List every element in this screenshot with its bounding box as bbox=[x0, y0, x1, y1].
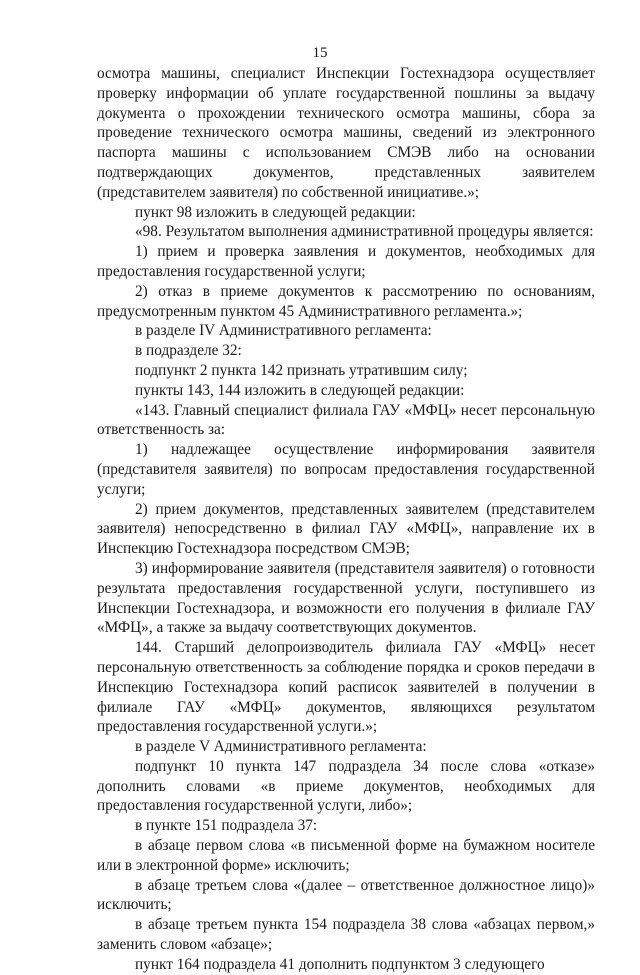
paragraph-7: в подразделе 32: bbox=[135, 342, 242, 360]
paragraph-14: 144. Старший делопроизводитель филиала ГАУ «МФЦ» несет персональную ответственность за соблюдение порядка и сроков передачи в Инспекцию Гостехнадзора копий расписок заявителей в получении в филиале ГАУ «МФЦ» документов, являющихся результатом предоставления государственной услуги.»; bbox=[97, 639, 595, 736]
paragraph-18: в абзаце первом слова «в письменной форме на бумажном носителе или в электронной форме» исключить; bbox=[97, 837, 595, 874]
paragraph-11: 1) надлежащее осуществление информирования заявителя (представителя заявителя) по вопросам предоставления государственной услуги; bbox=[97, 441, 595, 498]
paragraph-21: пункт 164 подраздела 41 дополнить подпунктом 3 следующего bbox=[135, 955, 545, 973]
page-number: 15 bbox=[312, 45, 328, 61]
paragraph-6: в разделе IV Административного регламента: bbox=[135, 322, 432, 340]
paragraph-4: 1) прием и проверка заявления и документов, необходимых для предоставления государственной услуги; bbox=[97, 243, 595, 280]
paragraph-10: «143. Главный специалист филиала ГАУ «МФЦ» несет персональную ответственность за: bbox=[97, 401, 595, 439]
body-text bbox=[97, 64, 595, 975]
paragraph-20: в абзаце третьем пункта 154 подраздела 38 слова «абзацах первом,» заменить словом «абзаце»; bbox=[97, 916, 595, 954]
paragraph-3: «98. Результатом выполнения административной процедуры является: bbox=[135, 223, 594, 241]
paragraph-15: в разделе V Административного регламента: bbox=[135, 738, 427, 756]
paragraph-12: 2) прием документов, представленных заявителем (представителем заявителя) непосредственно в филиал ГАУ «МФЦ», направление их в Инспекцию Гостехнадзора посредством СМЭВ; bbox=[97, 500, 595, 558]
paragraph-8: подпункт 2 пункта 142 признать утратившим силу; bbox=[135, 361, 468, 379]
paragraph-17: в пункте 151 подраздела 37: bbox=[135, 817, 318, 835]
paragraph-16: подпункт 10 пункта 147 подраздела 34 после слова «отказе» дополнить словами «в приеме документов, необходимых для предоставления государственной услуги, либо»; bbox=[97, 757, 595, 815]
paragraph-5: 2) отказ в приеме документов к рассмотрению по основаниям, предусмотренным пунктом 45 Административного регламента.»; bbox=[97, 282, 595, 320]
paragraph-2: пункт 98 изложить в следующей редакции: bbox=[135, 203, 416, 221]
paragraph-9: пункты 143, 144 изложить в следующей редакции: bbox=[135, 381, 465, 399]
paragraph-19: в абзаце третьем слова «(далее – ответственное должностное лицо)» исключить; bbox=[97, 876, 595, 914]
paragraph-13: 3) информирование заявителя (представителя заявителя) о готовности результата предоставления государственной услуги, поступившего из Инспекции Гостехнадзора, и возможности его получения в филиале ГАУ «МФЦ», а также за выдачу соответствующих документов. bbox=[97, 559, 595, 637]
paragraph-1: осмотра машины, специалист Инспекции Гостехнадзора осуществляет проверку информации об уплате государственной пошлины за выдачу документа о прохождении технического осмотра машины, сбора за проведение технического осмотра машины, сведений из электронного паспорта машины с использованием СМЭВ либо на основании подтверждающих документов, представленных заявителем (представителем заявителя) по собственной инициативе.»; bbox=[97, 65, 595, 201]
